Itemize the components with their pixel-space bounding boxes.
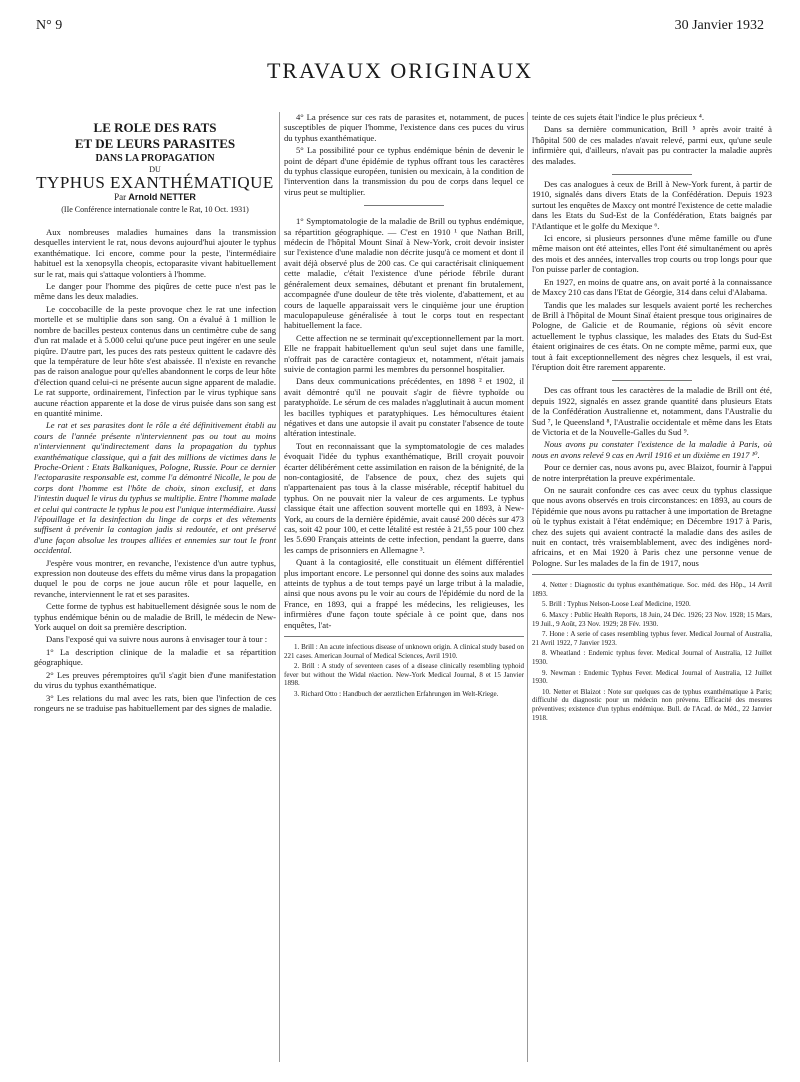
paragraph: Tandis que les malades sur lesquels avaient porté les recherches de Brill à l'hôpital de Mount Sinaï étaient presque tous originaires de Pologne, de Galicie et de Roumanie, régions où sévit encore actuellement le typhus classique, les malades des Etats du Sud-Est étaient originaires de ces états. On ne compte même, parmi eux, que tout à fait exceptionnellement des nègres chez lesquels, il est vrai, l'éruption doit être rarement apparente. bbox=[532, 299, 772, 372]
paragraph: 2° Les preuves péremptoires qu'il s'agit bien d'une manifestation du virus du typhus exanthématique. bbox=[34, 669, 276, 691]
footnote-rule bbox=[284, 636, 524, 637]
paragraph: Cette forme de typhus est habituellement désignée sous le nom de typhus endémique bénin ou de maladie de Brill, le médecin de New-York auquel on doit sa première description. bbox=[34, 601, 276, 633]
article-title-line1: LE ROLE DES RATS bbox=[93, 120, 217, 135]
footnote: 10. Netter et Blaizot : Note sur quelques cas de typhus exanthématique à Paris; difficulté du diagnostic pour un médecin non prévenu. Efficacité des mesures préventives; existence d'un typhus endémique. Bull. de l'Acad. de Méd., 22 Janvier 1918. bbox=[532, 687, 772, 722]
paragraph: 1° Symptomatologie de la maladie de Brill ou typhus endémique, sa répartition géographique. — C'est en 1910 ¹ que Nathan Brill, médecin de l'hôpital Mount Sinaï à New-York, croit devoir insister sur l'existence d'une maladie non décrite jusqu'à ce moment et dont il avait déjà observé plus de 200 cas. Ce qui caractérisait cliniquement cette maladie, c'était l'existence d'une période fébrile durant généralement deux semaines, débutant et prenant fin brutalement, accompagnée d'une douleur de tête très violente, d'abattement, et au cours de laquelle apparaissait vers le cinquième jour une éruption maculopapuleuse généralisée à tout le corps tout en respectant habituellement la face. bbox=[284, 216, 524, 331]
paragraph: Tout en reconnaissant que la symptomatologie de ces malades évoquait l'idée du typhus exanthématique, Brill croyait pouvoir écarter délibérément cette assimilation en raison de la bénignité, de la non-contagiosité, de l'absence de poux, chez des sujets qui n'appartenaient pas tous à la classe misérable, réceptif habituel du typhus. On ne pouvait nier la valeur de ces arguments. Le typhus classique était une affection souvent mortelle qui en 1893, à New-York, au cours de la dernière épidémie, avait causé 200 décès sur 473 cas, soit 42 pour 100, et cette létalité est restée à 21,55 pour 100 chez les 5.690 Français atteints de cette infection, pendant la guerre, dans les camps de prisonniers en Allemagne ³. bbox=[284, 440, 524, 555]
footnote: 7. Hone : A serie of cases resembling typhus fever. Medical Journal of Australia, 21 Avril 1922, 7 Janvier 1923. bbox=[532, 630, 772, 647]
article-title-line2: ET DE LEURS PARASITES bbox=[74, 136, 236, 151]
section-rule bbox=[612, 174, 692, 175]
footnotes bbox=[532, 581, 772, 722]
page-header bbox=[0, 18, 800, 38]
footnote-rule bbox=[532, 574, 772, 575]
paragraph: J'espère vous montrer, en revanche, l'existence d'un autre typhus, expression non douteuse des effets du même virus dans la propagation duquel le pou de corps ne joue aucun rôle et pour laquelle, en revanche, interviennent le rat et ses parasites. bbox=[34, 557, 276, 599]
footnotes bbox=[284, 643, 524, 699]
issue-number: N° 9 bbox=[36, 18, 63, 33]
footnote: 4. Netter : Diagnostic du typhus exanthématique. Soc. méd. des Hôp., 14 Avril 1893. bbox=[532, 581, 772, 598]
paragraph: En 1927, en moins de quatre ans, on avait porté à la connaissance de Maxcy 210 cas dans l'Etat de Géorgie, 314 dans celui d'Alabama. bbox=[532, 276, 772, 298]
paragraph: Le rat et ses parasites dont le rôle a été définitivement établi au cours de l'année présente n'interviennent pas ou tout au moins n'interviennent qu'indirectement dans la propagation du typhus exanthématique classique, qui a fait des millions de victimes dans le Proche-Orient : Etats Balkaniques, Pologne, Russie. Pour ce dernier l'ectoparasite responsable est, comme l'a démontré Nicolle, le pou de corps dont l'homme est l'hôte de choix, sinon exclusif, et dans l'intestin duquel le virus du typhus se multiplie. Entre l'homme malade et celui qui contracte le typhus le pou est l'unique intermédiaire. Aussi l'épouillage et la desinfection du linge de corps et des vêtements suffisent à prévenir la contagion jadis si redoutée, et ont préservé d'une façon absolue les troupes alliées et ennemies sur tout le front occidental. bbox=[34, 420, 276, 556]
column-1 bbox=[34, 112, 276, 715]
byline-prefix: Par bbox=[114, 192, 127, 203]
footnote: 9. Newman : Endemic Typhus Fever. Medical Journal of Australia, 12 Juillet 1930. bbox=[532, 668, 772, 686]
column-divider bbox=[279, 112, 280, 1062]
paragraph: Dans sa dernière communication, Brill ⁵ après avoir traité à l'hôpital 500 de ces malades n'avait relevé, parmi eux, qu'une seule infirmière qui, d'ailleurs, n'avait pas pu contracter la maladie auprès des malades. bbox=[532, 124, 772, 166]
column-2 bbox=[284, 112, 524, 701]
paragraph: Des cas offrant tous les caractères de la maladie de Brill ont été, depuis 1922, signalés en assez grande quantité dans plusieurs Etats de la Confédération Australienne et, notamment, dans l'Australie du Sud ⁷, le Queensland ⁸, l'Australie occidentale et même dans les Etats de Victoria et de la Nouvelle-Galles du Sud ⁹. bbox=[532, 385, 772, 437]
paragraph: 5° La possibilité pour ce typhus endémique bénin de devenir le point de départ d'une épidémie de typhus offrant tous les caractères du typhus classique européen, tunisien ou mexicain, à la condition de l'intervention dans la transmission du pou de corps dans lequel ce virus peut se multiplier. bbox=[284, 145, 524, 197]
conference-note: (IIe Conférence internationale contre le Rat, 10 Oct. 1931) bbox=[61, 204, 249, 214]
paragraph: Le coccobacille de la peste provoque chez le rat une infection mortelle et se multiplie dans son sang. On a évalué à 1 million le nombre de bacilles pesteux contenus dans un centimètre cube de sang d'un rat malade et à 5.000 celui qu'une puce peut ingérer en une seule piqûre. D'autre part, les puces des rats pesteux quittent le cadavre dès que la température de leur hôte s'est abaissée. Il n'existe en revanche pas de raison analogue pour qu'elles abandonnent le corps de leur hôte d'élection quand celui-ci ne présente aucun signe apparent de maladie. Le rat supporte, ordinairement, l'infection par le virus typhique sans aucune réaction apparente et la dose de virus puisée dans son sang est en quantité minime. bbox=[34, 303, 276, 418]
paragraph: Aux nombreuses maladies humaines dans la transmission desquelles intervient le rat, nous devons aujourd'hui ajouter le typhus exanthématique. Ici encore, comme pour la peste, l'intermédiaire habituel est la xenopsylla cheopis, ectoparasite vivant habituellement sur le rat, mais qui s'attaque volontiers à l'homme. bbox=[34, 227, 276, 279]
paragraph: 1° La description clinique de la maladie et sa répartition géographique. bbox=[34, 646, 276, 668]
paragraph: Dans deux communications précédentes, en 1898 ² et 1902, il avait démontré qu'il ne pouvait s'agir de fièvre typhoïde ou paratyphoïde. Le sérum de ces malades n'agglutinait à aucun moment les bacilles typhiques et paratyphiques. Les hémocultures étaient négatives et dans une autopsie il avait pu constater l'absence de toute altération intestinale. bbox=[284, 376, 524, 439]
paragraph: Quant à la contagiosité, elle constituait un élément différentiel plus important encore. Le personnel qui donne des soins aux malades atteints de typhus a de tout temps payé un large tribut à la maladie, ainsi que nous avons pu le voir au cours de l'épidémie du nord de la France, en 1893, qui a frappé les médecins, les religieuses, les infirmières d'une façon toute spéciale à ce point que, dans nos enquêtes, l'at- bbox=[284, 557, 524, 630]
section-rule bbox=[364, 205, 444, 206]
column-divider bbox=[527, 112, 528, 1062]
article-title-main: TYPHUS EXANTHÉMATIQUE bbox=[36, 172, 274, 192]
paragraph: Pour ce dernier cas, nous avons pu, avec Blaizot, fournir à l'appui de notre interprétation la preuve expérimentale. bbox=[532, 462, 772, 483]
byline bbox=[34, 192, 276, 202]
paragraph: Nous avons pu constater l'existence de la maladie à Paris, où nous en avons relevé 9 cas en Avril 1916 et un dixième en 1917 ¹⁰. bbox=[532, 439, 772, 460]
paragraph: Le danger pour l'homme des piqûres de cette puce n'est pas le même dans les deux maladies. bbox=[34, 281, 276, 302]
footnote: 2. Brill : A study of seventeen cases of a disease clinically resembling typhoid fever but without the Widal réaction. New-York Medical Journal, 8 et 15 Janvier 1898. bbox=[284, 662, 524, 688]
section-title: TRAVAUX ORIGINAUX bbox=[266, 58, 534, 83]
paragraph: Dans l'exposé qui va suivre nous aurons à envisager tour à tour : bbox=[46, 634, 268, 645]
article-title-line3: DANS LA PROPAGATION bbox=[95, 153, 215, 164]
footnote: 6. Maxcy : Public Health Reports, 18 Juin, 24 Déc. 1926; 23 Nov. 1928; 15 Mars, 19 Juil., 9 Août, 23 Nov. 1929; 28 Fév. 1930. bbox=[532, 611, 772, 628]
paragraph: 4° La présence sur ces rats de parasites et, notamment, de puces susceptibles de piquer l'homme, l'existence dans ces puces du virus du typhus exanthématique. bbox=[284, 112, 524, 143]
column-3 bbox=[532, 112, 772, 724]
section-rule bbox=[612, 380, 692, 381]
footnote: 1. Brill : An acute infectious disease of unknown origin. A clinical study based on 221 cases. American Journal of Medical Sciences, Avril 1910. bbox=[284, 643, 524, 660]
issue-date: 30 Janvier 1932 bbox=[674, 18, 764, 33]
article-title-line4: DU bbox=[149, 165, 161, 175]
footnote: 5. Brill : Typhus Nelson-Loose Leaf Medicine, 1920. bbox=[542, 600, 691, 609]
paragraph: Ici encore, si plusieurs personnes d'une même famille ou d'une même maison ont été atteintes, elles l'ont été simultanément ou après des mois et des années, intervalles trop courts ou trop longs pour que l'on puisse parler de contagion. bbox=[532, 233, 772, 275]
paragraph: Cette affection ne se terminait qu'exceptionnellement par la mort. Elle ne frappait habituellement qu'un seul sujet dans une famille, n'offrait pas de caractère contagieux et, notamment, n'était jamais suivie de contagion parmi les membres du personnel hospitalier. bbox=[284, 332, 524, 374]
paragraph: 3° Les relations du mal avec les rats, bien que l'infection de ces rongeurs ne se traduise pas habituellement par des signes de maladie. bbox=[34, 692, 276, 713]
paragraph: On ne saurait confondre ces cas avec ceux du typhus classique que nous avons observés en trois circonstances: en 1893, au cours de l'épidémie que nous avons pu rattacher à une importation de Bretagne où le typhus existait à l'état endémique; en Décembre 1917 à Paris, chez des sujets qui avaient contracté la maladie dans des asiles de nuit en contact, très vraisemblablement, avec des indigènes nord-africains, et en Mai 1920 à Paris chez une personne venue de Pologne. Sur les malades de la fin de 1917, nous bbox=[532, 485, 772, 568]
paragraph: teinte de ces sujets était l'indice le plus précieux ⁴. bbox=[532, 112, 705, 122]
footnote: 8. Wheatland : Endemic typhus fever. Medical Journal of Australia, 12 Juillet 1930. bbox=[532, 649, 772, 666]
paragraph: Des cas analogues à ceux de Brill à New-York furent, à partir de 1910, signalés dans divers Etats de la Confédération. Depuis 1923 surtout les enquêtes de Maxcy ont montré l'existence de cette maladie dans les Etats du Sud-Est de la Confédération, Etats baignés par l'Atlantique et le golfe du Mexique ⁶. bbox=[532, 179, 772, 231]
footnote: 3. Richard Otto : Handbuch der aerztlichen Erfahrungen im Welt-Kriege. bbox=[294, 690, 499, 699]
author-name: Arnold NETTER bbox=[128, 192, 196, 203]
